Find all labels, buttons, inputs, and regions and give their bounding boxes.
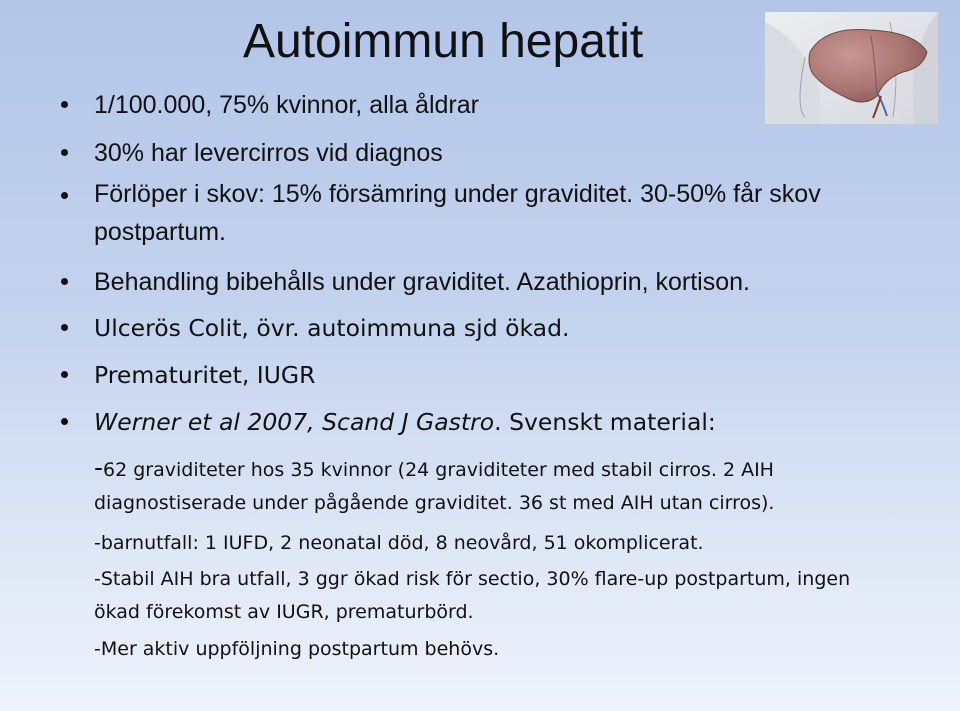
bullet-dot-icon (61, 418, 68, 425)
bullet-item (94, 175, 894, 251)
bullet-item (94, 84, 894, 126)
bullet-dot-icon (61, 324, 68, 331)
bullet-text: Ulcerös Colit, övr. autoimmuna sjd ökad. (94, 314, 570, 342)
sub-text: -barnutfall: 1 IUFD, 2 neonatal död, 8 neovård, 51 okomplicerat. (94, 532, 704, 554)
bullet-text: Behandling bibehålls under graviditet. Azathioprin, kortison. (94, 268, 750, 296)
sub-paragraph-pregnancies (94, 451, 894, 520)
bullet-item (94, 354, 894, 396)
sub-paragraph-outcomes (94, 527, 894, 560)
bullet-text: Prematuritet, IUGR (94, 361, 316, 389)
bullet-dot-icon (61, 149, 68, 156)
bullet-dot-icon (61, 192, 68, 199)
bullet-item (94, 132, 894, 174)
bullet-item (94, 261, 894, 303)
slide-title: Autoimmun hepatit (243, 15, 644, 68)
bullet-dot-icon (61, 371, 68, 378)
bullet-dot-icon (61, 278, 68, 285)
reference-text: . Svenskt material: (494, 408, 716, 436)
bullet-dot-icon (61, 101, 68, 108)
sub-text: 62 graviditeter hos 35 kvinnor (24 graviditeter med stabil cirros. 2 AIH diagnostiserade under pågående graviditet. 36 st med AIH utan cirros). (94, 459, 775, 514)
bullet-text: 30% har levercirros vid diagnos (94, 139, 443, 167)
bullet-text: Förlöper i skov: 15% försämring under graviditet. 30-50% får skov postpartum. (94, 180, 821, 246)
sub-text: -Mer aktiv uppföljning postpartum behövs. (94, 638, 500, 660)
bullet-item (94, 307, 894, 349)
sub-dash: - (94, 453, 104, 482)
sub-paragraph-followup (94, 633, 894, 666)
sub-paragraph-stable-aih (94, 563, 894, 629)
bullet-text: 1/100.000, 75% kvinnor, alla åldrar (94, 91, 479, 119)
bullet-item-reference (94, 401, 894, 443)
reference-citation: Werner et al 2007, Scand J Gastro (94, 408, 495, 436)
sub-text: -Stabil AIH bra utfall, 3 ggr ökad risk för sectio, 30% flare-up postpartum, ingen ökad förekomst av IUGR, prematurbörd. (94, 568, 851, 623)
